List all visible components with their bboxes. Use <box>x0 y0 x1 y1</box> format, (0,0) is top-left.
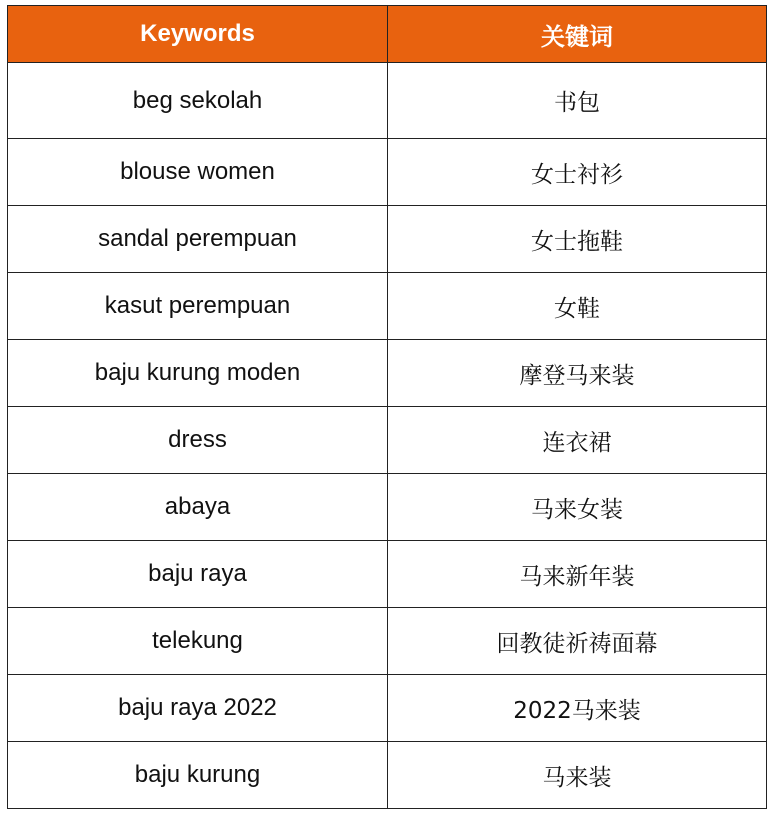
translation-cell: 马来装 <box>388 742 767 809</box>
keyword-cell: dress <box>8 407 388 474</box>
keyword-cell: telekung <box>8 608 388 675</box>
keyword-table-container <box>7 5 766 809</box>
keyword-cell: abaya <box>8 474 388 541</box>
translation-cell: 摩登马来装 <box>388 340 767 407</box>
keyword-cell: baju kurung <box>8 742 388 809</box>
translation-cell: 女士衬衫 <box>388 139 767 206</box>
table-row <box>8 675 767 742</box>
table-row <box>8 206 767 273</box>
keyword-cell: baju raya 2022 <box>8 675 388 742</box>
header-chinese-keywords: 关键词 <box>388 6 767 63</box>
translation-cell: 女鞋 <box>388 273 767 340</box>
table-row <box>8 541 767 608</box>
table-row <box>8 407 767 474</box>
keyword-cell: beg sekolah <box>8 63 388 139</box>
keyword-cell: sandal perempuan <box>8 206 388 273</box>
translation-cell: 回教徒祈祷面幕 <box>388 608 767 675</box>
translation-cell: 连衣裙 <box>388 407 767 474</box>
translation-cell: 马来女装 <box>388 474 767 541</box>
table-row <box>8 273 767 340</box>
table-row <box>8 340 767 407</box>
table-row <box>8 63 767 139</box>
keyword-cell: kasut perempuan <box>8 273 388 340</box>
header-keywords: Keywords <box>8 6 388 63</box>
keyword-cell: baju raya <box>8 541 388 608</box>
table-header-row <box>8 6 767 63</box>
translation-cell: 2022马来装 <box>388 675 767 742</box>
keyword-cell: blouse women <box>8 139 388 206</box>
table-row <box>8 608 767 675</box>
translation-cell: 女士拖鞋 <box>388 206 767 273</box>
translation-cell: 马来新年装 <box>388 541 767 608</box>
keyword-table <box>7 5 767 809</box>
keyword-cell: baju kurung moden <box>8 340 388 407</box>
table-row <box>8 742 767 809</box>
translation-cell: 书包 <box>388 63 767 139</box>
table-row <box>8 139 767 206</box>
table-row <box>8 474 767 541</box>
